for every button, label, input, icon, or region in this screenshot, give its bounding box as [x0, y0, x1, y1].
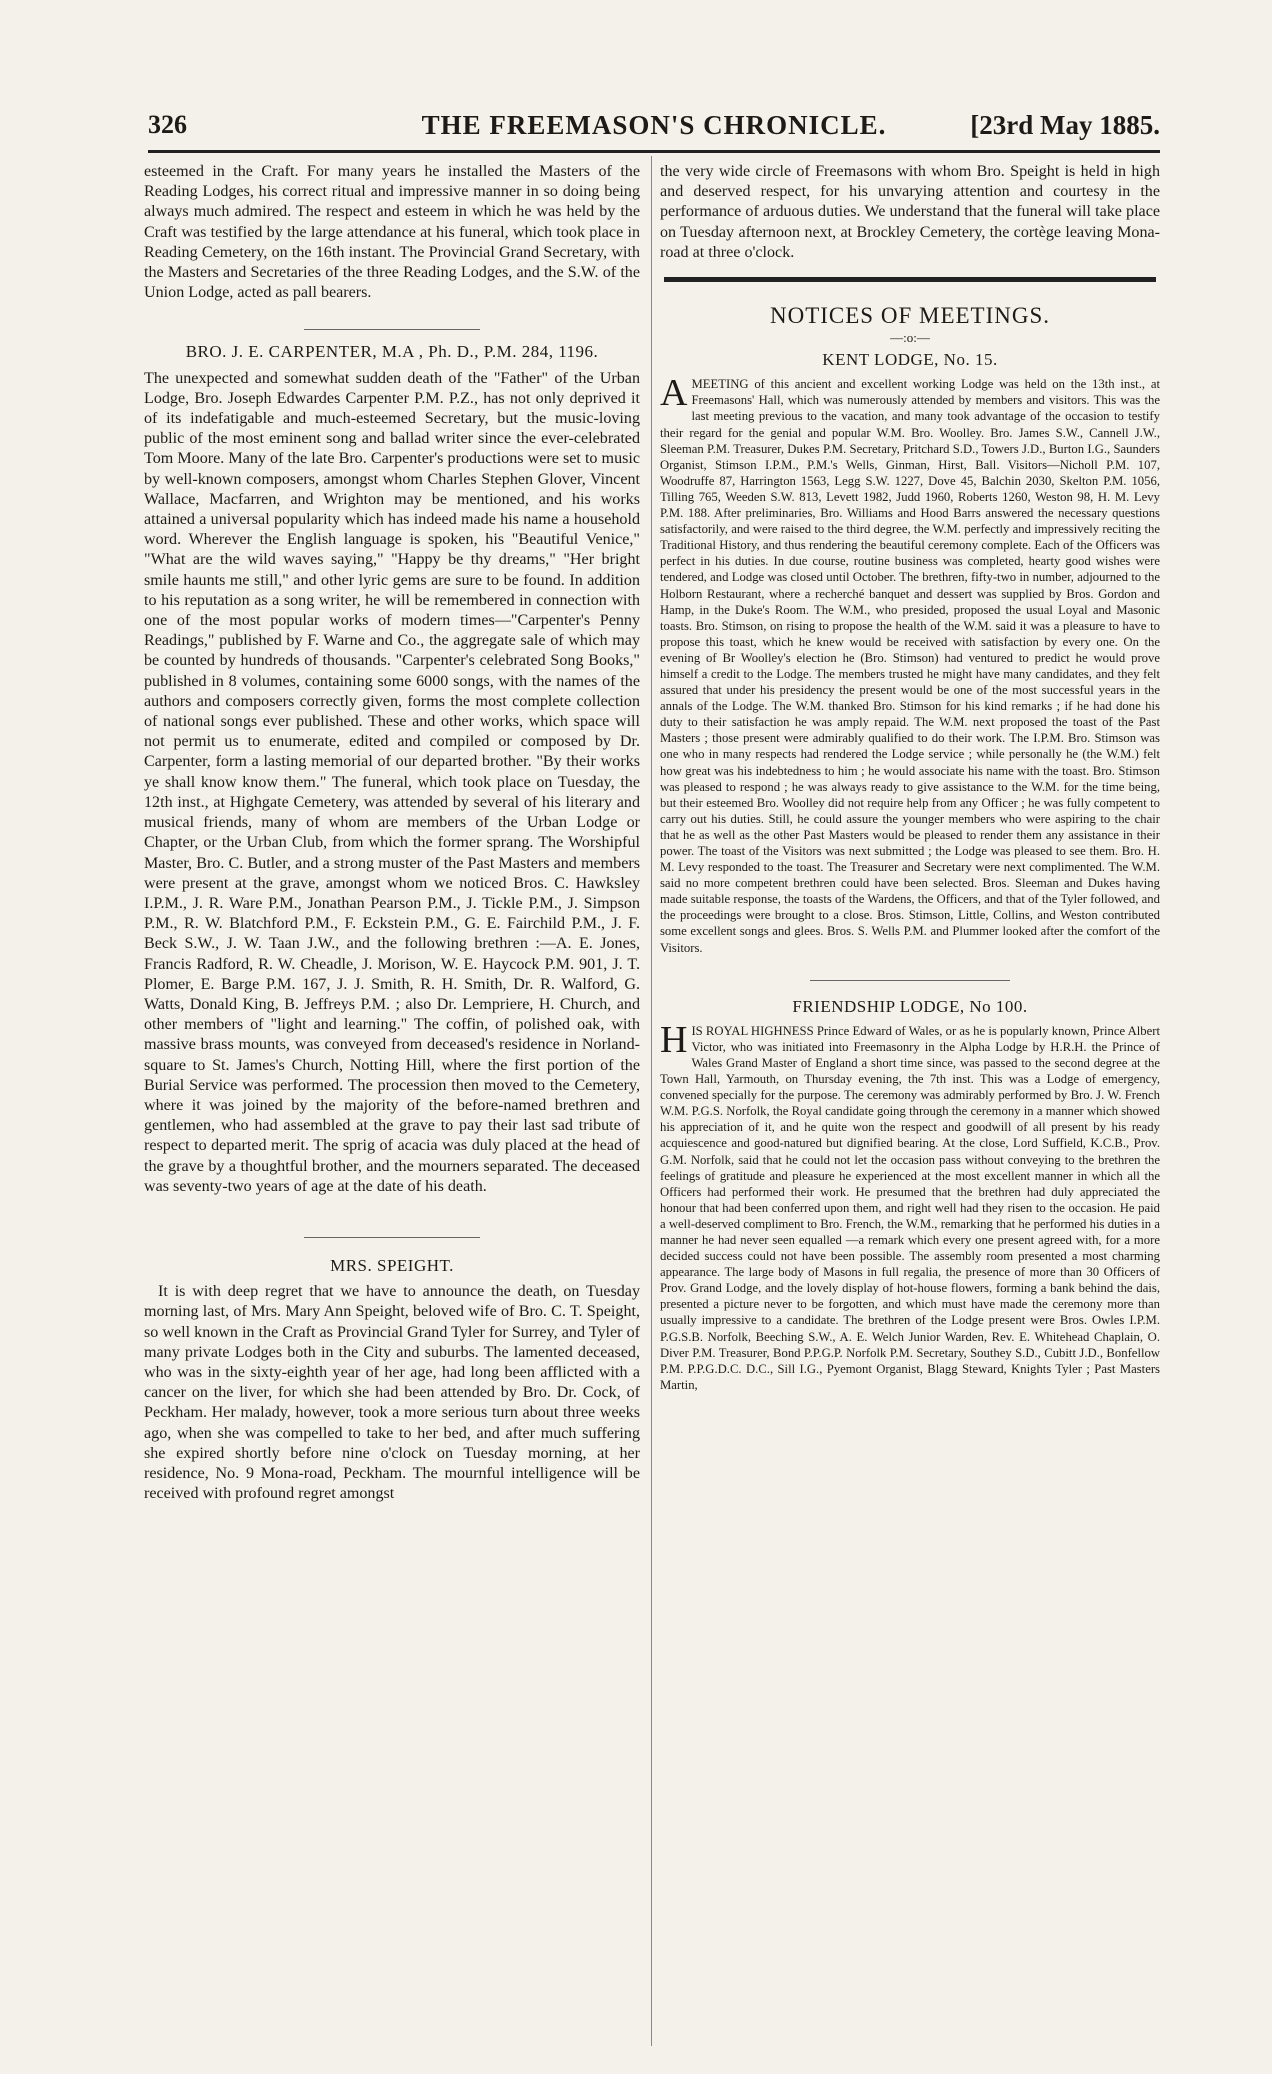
section-rule: [304, 329, 480, 330]
friendship-lodge-report: [660, 1018, 1160, 1393]
friendship-lodge-heading: FRIENDSHIP LODGE, No 100.: [792, 996, 1028, 1016]
thick-rule: [664, 277, 1156, 282]
publication-title: THE FREEMASON'S CHRONICLE.: [421, 110, 887, 140]
notices-heading: NOTICES OF MEETINGS.: [769, 303, 1051, 329]
section-rule: [304, 1237, 480, 1238]
drop-cap: H: [660, 1018, 688, 1061]
page-header: [148, 110, 1160, 153]
drop-cap: A: [660, 372, 688, 415]
article-heading-carpenter: BRO. J. E. CARPENTER, M.A , Ph. D., P.M. 284, 1196.: [185, 342, 599, 362]
right-column: [660, 162, 1160, 2042]
kent-lodge-text: MEETING of this ancient and excellent working Lodge was held on the 13th inst., at Freemasons' Hall, which was numerously attended by members and visitors. This was the last meeting previous to the vacation, and many took advantage of the occasion to testify their regard for the genial and popular W.M. Bro. Woolley. Bro. James S.W., Cannell J.W., Sleeman P.M. Treasurer, Dukes P.M. Secretary, Pritchard S.D., Towers J.D., Burton I.G., Saunders Organist, Stimson I.P.M., P.M.'s Wells, Ginman, Hirst, Ball. Visitors—Nicholl P.M. 107, Woodruffe 87, Harrington 1563, Legg S.W. 1227, Dove 45, Balchin 2030, Skelton P.M. 1056, Tilling 765, Weeden S.W. 813, Levett 1982, Judd 1960, Roberts 1260, Weston 98, H. M. Levy P.M. 188. After preliminaries, Bro. Williams and Hood Barrs answered the necessary questions satisfactorily, and were raised to the third degree, the W.M. perfectly and impressively reciting the Traditional History, and thus rendering the beautiful ceremony complete. Each of the Officers was perfect in his duties. In due course, routine business was completed, hearty good wishes were tendered, and Lodge was closed until October. The brethren, fifty-two in number, adjourned to the Holborn Restaurant, where a recherché banquet and dessert was supplied by Bros. Gordon and Hamp, in the Duke's Room. The W.M., who presided, proposed the usual Loyal and Masonic toasts. Bro. Stimson, on rising to propose the health of the W.M. said it was a pleasure to have to propose this toast, which he knew would be received with satisfaction by every one. On the evening of Br Woolley's election he (Bro. Stimson) had ventured to predict he would prove himself a credit to the Lodge. The members trusted he might have many candidates, and they felt assured that under his presidency the present would be one of the most successful years in the annals of the Lodge. The W.M. thanked Bro. Stimson for his kind remarks ; if he had done his duty to their satisfaction he was amply repaid. The W.M. next proposed the toast of the Past Masters ; those present were admirably qualified to do their work. The I.P.M. Bro. Stimson was one who in many respects had rendered the Lodge service ; while personally he (the W.M.) felt how great was his indebtedness to him ; he would associate his name with the toast. Bro. Stimson was pleased to respond ; he was always ready to give assistance to the W.M. for the time being, but their esteemed Bro. Woolley did not require help from any Officer ; he was fully competent to carry out his duties. Still, he could assure the younger members who were aspiring to the chair that he as well as the other Past Masters would be pleased to render them any assistance in their power. The toast of the Visitors was next submitted ; the Lodge was pleased to see them. Bro. H. M. Levy responded to the toast. The Treasurer and Secretary were next complimented. The W.M. said no more competent brethren could have been selected. Bros. Sleeman and Dukes having made suitable response, the toasts of the Wardens, the Officers, and that of the Tyler followed, and the proceedings were brought to a close. Bros. Stimson, Little, Collins, and Weston contributed some excellent songs and glees. Bros. S. Wells P.M. and Plummer looked after the comfort of the Visitors.: [660, 377, 1160, 955]
kent-lodge-report: [660, 372, 1160, 955]
speight-continuation: the very wide circle of Freemasons with whom Bro. Speight is held in high and deserved respect, for his unvarying attention and courtesy in the performance of arduous duties. We understand that the funeral will take place on Tuesday afternoon next, at Brockley Cemetery, the cortège leaving Mona-road at three o'clock.: [660, 163, 1160, 261]
friendship-lodge-text: IS ROYAL HIGHNESS Prince Edward of Wales, or as he is popularly known, Prince Albert Victor, who was initiated into Freemasonry in the Alpha Lodge by H.R.H. the Prince of Wales Grand Master of England a short time since, was passed to the second degree at the Town Hall, Yarmouth, on Thursday evening, the 7th inst. This was a Lodge of emergency, convened specially for the purpose. The ceremony was admirably performed by Bro. J. W. French W.M. P.G.S. Norfolk, the Royal candidate going through the ceremony in a manner which showed his appreciation of it, and he quite won the respect and goodwill of all present by his ready acquiescence and good-natured but dignified bearing. At the close, Lord Suffield, K.C.B., Prov. G.M. Norfolk, said that he could not let the occasion pass without conveying to the brethren the feelings of gratitude and pleasure he experienced at the most excellent manner in which all the Officers had performed their work. He presumed that the brethren had duly appreciated the honour that had been conferred upon them, and right well had they risen to the occasion. He paid a well-deserved compliment to Bro. French, the W.M., remarking that he performed his duties in a manner he had never seen equalled —a remark which every one present agreed with, for a more decided success could not have been possible. The assembly room presented a most charming appearance. The large body of Masons in full regalia, the presence of more than 30 Officers of Prov. Grand Lodge, and the lovely display of hot-house flowers, forming a bank behind the dais, presented a picture never to be forgotten, and which must have made the ceremony more than usually impressive to a candidate. The brethren of the Lodge present were Bros. Owles I.P.M. P.G.S.B. Norfolk, Beeching S.W., A. E. Welch Junior Warden, Rev. E. Whitehead Chaplain, O. Diver P.M. Treasurer, Bond P.P.G.P. Norfolk P.M. Secretary, Southey S.D., Cubitt J.D., Bonfellow P.M. P.P.G.D.C. D.C., Sill I.G., Pyemont Organist, Blagg Steward, Knights Tyler ; Past Masters Martin,: [660, 1023, 1160, 1392]
article-continuation: esteemed in the Craft. For many years he installed the Masters of the Reading Lodges, his correct ritual and impressive manner in so doing being always much admired. The respect and esteem in which he was held by the Craft was testified by the large attendance at his funeral, which took place in Reading Cemetery, on the 16th instant. The Provincial Grand Secretary, with the Masters and Secretaries of the three Reading Lodges, and the S.W. of the Union Lodge, acted as pall bearers.: [144, 163, 640, 302]
section-rule: [810, 980, 1010, 981]
article-heading-speight: MRS. SPEIGHT.: [330, 1255, 454, 1275]
article-body-carpenter: The unexpected and somewhat sudden death of the "Father" of the Urban Lodge, Bro. Joseph Edwardes Carpenter P.M. P.Z., has not only deprived it of its indefatigable and much-esteemed Secretary, but the music-loving public of the most eminent song and ballad writer since the ever-celebrated Tom Moore. Many of the late Bro. Carpenter's productions were set to music by well-known composers, amongst whom Charles Stephen Glover, Vincent Wallace, Macfarren, and Wrighton may be mentioned, and his works attained a universal popularity which has indeed made his name a household word. Wherever the English language is spoken, his "Beautiful Venice," "What are the wild waves saying," "Happy be thy dreams," "Her bright smile haunts me still," and other lyric gems are sure to be found. In addition to his reputation as a song writer, he will be remembered in connection with one of the most popular works of modern times—"Carpenter's Penny Readings," published by F. Warne and Co., the aggregate sale of which may be counted by hundreds of thousands. "Carpenter's celebrated Song Books," published in 8 volumes, containing some 6000 songs, with the names of the authors and composers correctly given, forms the most complete collection of national songs ever published. These and other works, which space will not permit us to enumerate, edited and compiled or composed by Dr. Carpenter, form a lasting memorial of our departed brother. "By their works ye shall know know them." The funeral, which took place on Tuesday, the 12th inst., at Highgate Cemetery, was attended by several of his literary and musical friends, many of whom are members of the Urban Lodge or Chapter, or the Urban Club, from which the former sprang. The Worshipful Master, Bro. C. Butler, and a strong muster of the Past Masters and members were present at the grave, amongst whom we noticed Bros. C. Hawksley I.P.M., J. R. Ware P.M., Jonathan Pearson P.M., J. Tickle P.M., J. Simpson P.M., R. W. Blatchford P.M., F. Eckstein P.M., G. E. Fairchild P.M., J. F. Beck S.W., J. W. Taan J.W., and the following brethren :—A. E. Jones, Francis Radford, R. W. Cheadle, J. Morison, W. E. Haycock P.M. 901, J. T. Plomer, E. Barge P.M. 167, J. J. Smith, R. H. Smith, Dr. R. Walford, G. Watts, Donald King, B. Jeffreys P.M. ; also Dr. Lempriere, H. Church, and other members of "light and learning." The coffin, of polished oak, with massive brass mounts, was conveyed from deceased's residence in Norland-square to St. James's Church, Notting Hill, where the first portion of the Burial Service was performed. The procession then moved to the Cemetery, where it was joined by the majority of the before-named brethren and gentlemen, who had assembled at the grave to pay their last sad tribute of respect to departed merit. The sprig of acacia was duly placed at the head of the grave by a thoughtful brother, and the mourners separated. The deceased was seventy-two years of age at the date of his death.: [144, 369, 640, 1195]
page-number: 326: [148, 110, 187, 139]
column-divider: [651, 156, 652, 2046]
ornament: —:o:—: [890, 330, 930, 346]
kent-lodge-heading: KENT LODGE, No. 15.: [822, 350, 998, 370]
article-body-speight: It is with deep regret that we have to announce the death, on Tuesday morning last, of Mrs. Mary Ann Speight, beloved wife of Bro. C. T. Speight, so well known in the Craft as Provincial Grand Tyler for Surrey, and Tyler of many private Lodges both in the City and suburbs. The lamented deceased, who was in the sixty-eighth year of her age, had long been afflicted with a cancer on the liver, for which she had been attended by Bro. Dr. Cock, of Peckham. Her malady, however, took a more serious turn about three weeks ago, when she was compelled to take to her bed, and after much suffering she expired shortly before nine o'clock on Tuesday morning, at her residence, No. 9 Mona-road, Peckham. The mournful intelligence will be received with profound regret amongst: [144, 1283, 640, 1503]
issue-date: [23rd May 1885.: [970, 110, 1160, 140]
left-column: [144, 162, 640, 2042]
